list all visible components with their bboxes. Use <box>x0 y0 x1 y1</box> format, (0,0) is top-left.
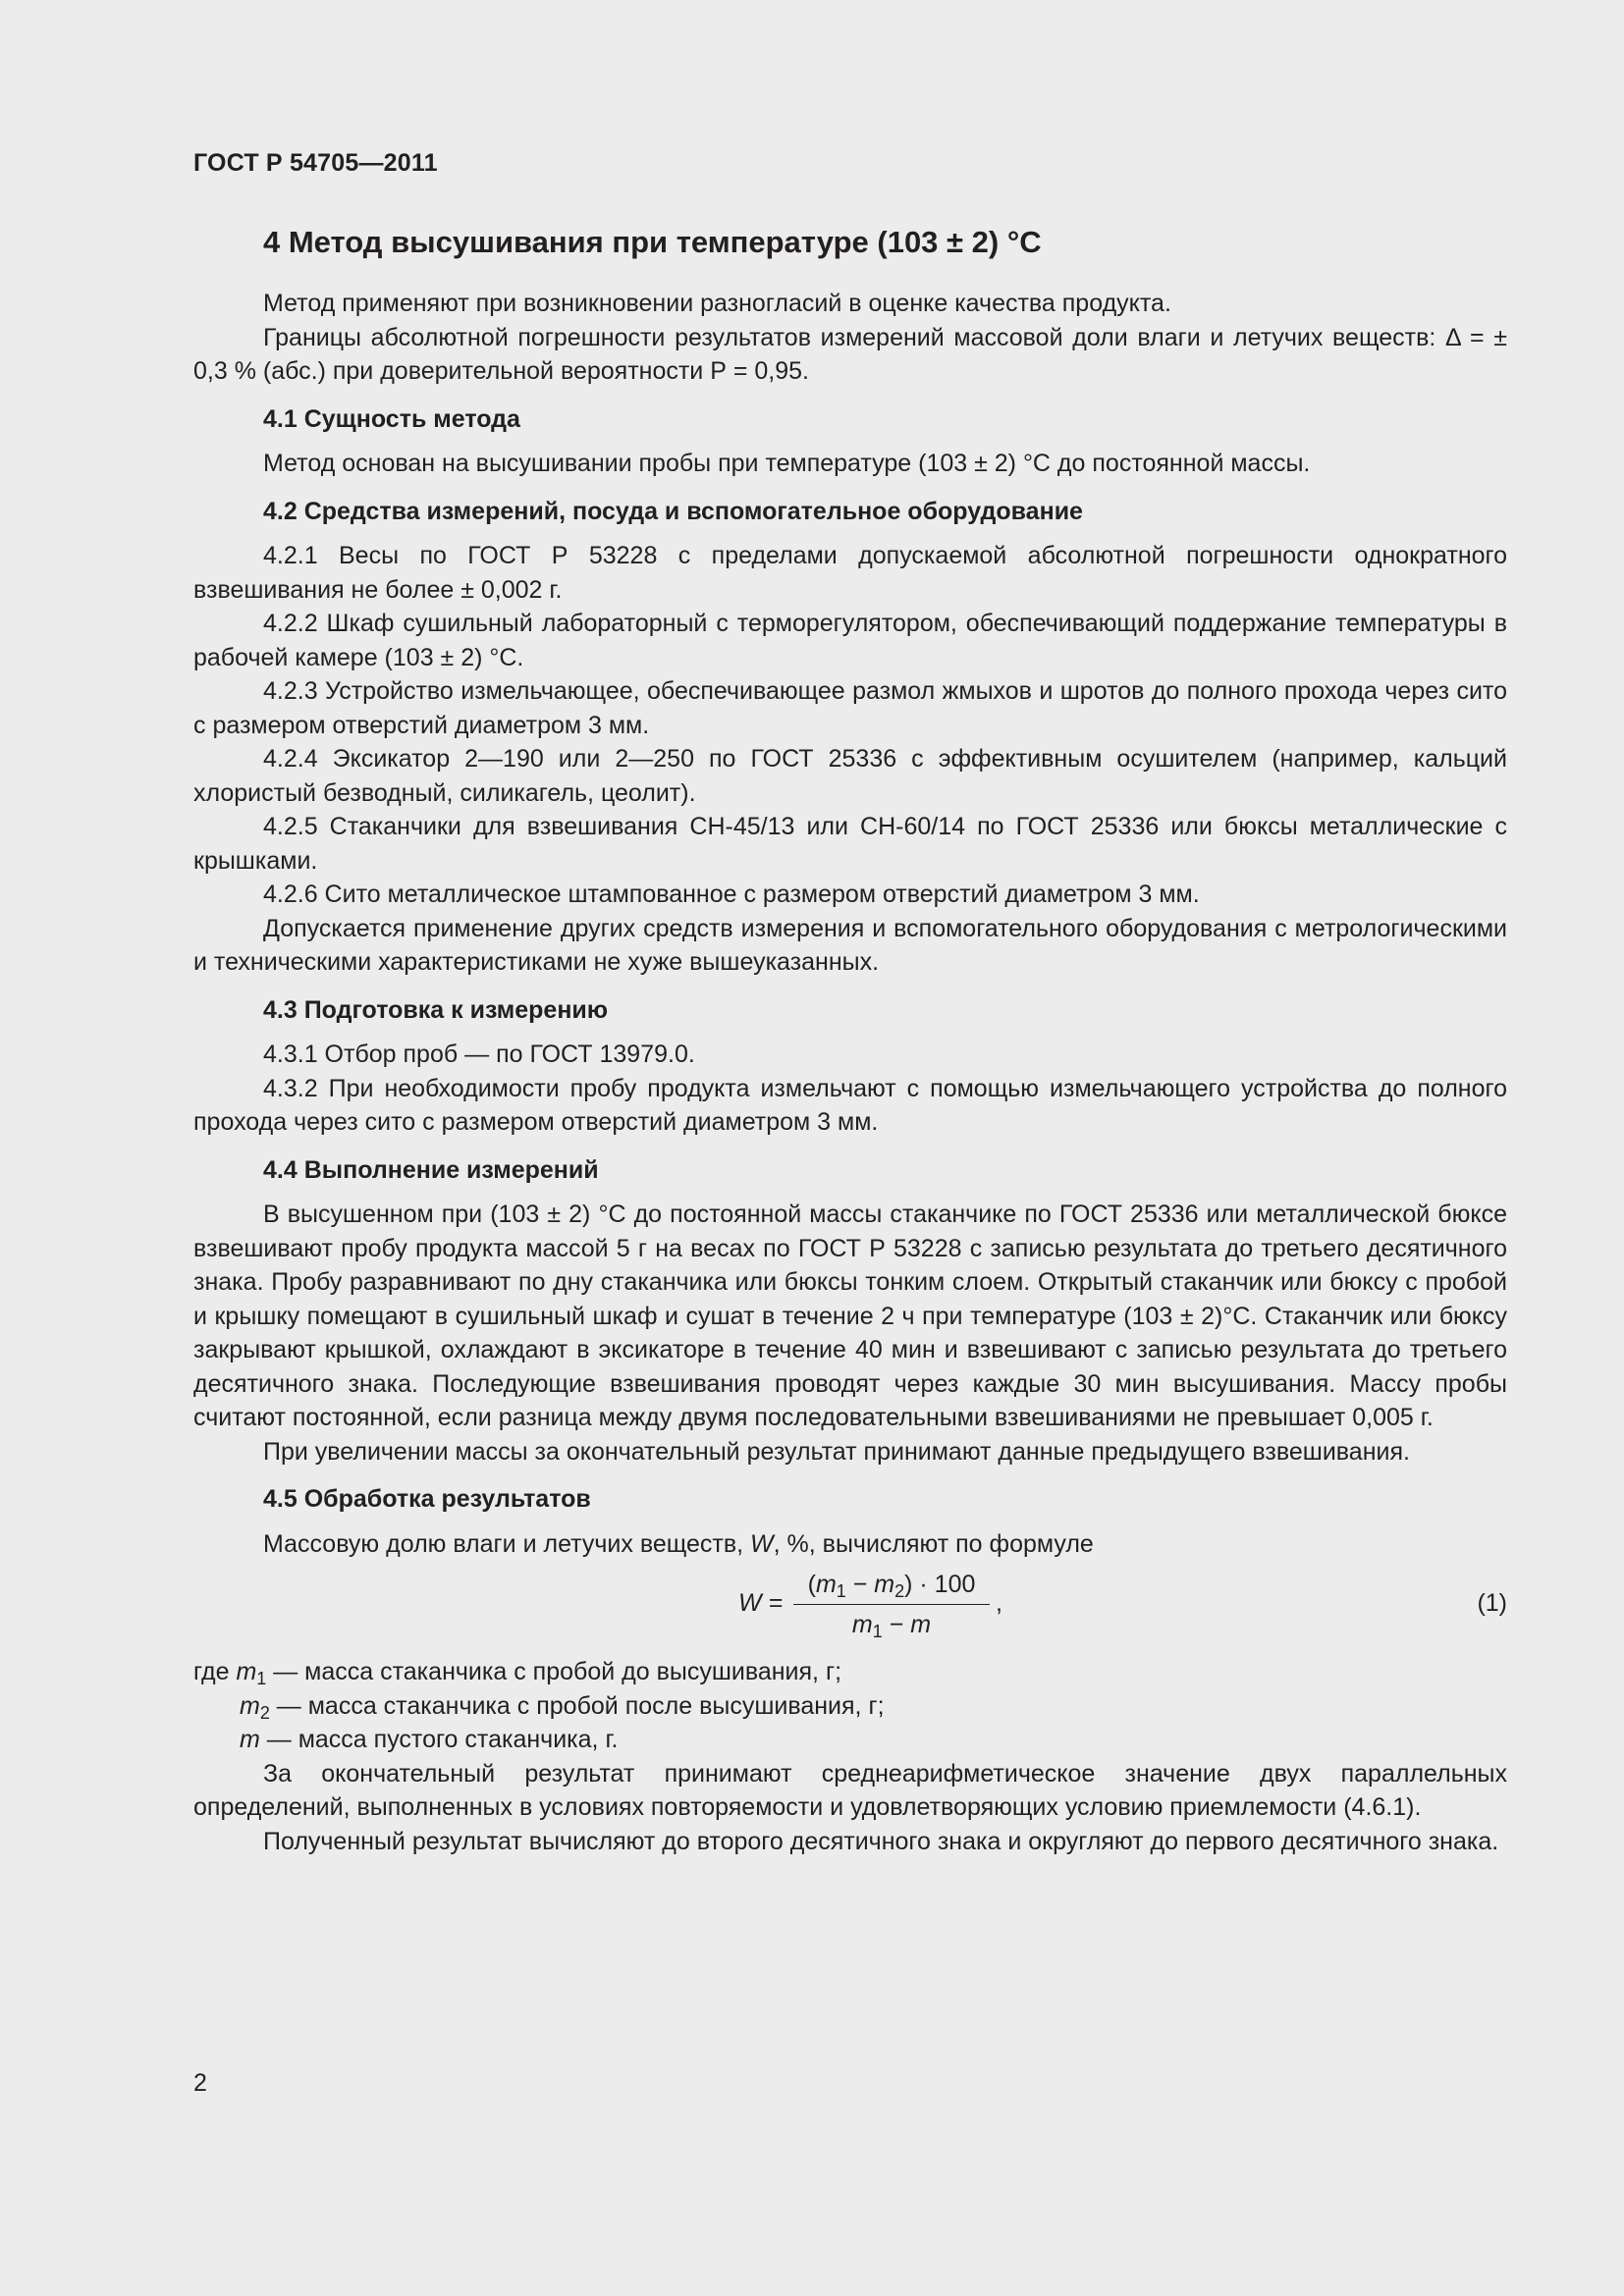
paragraph: За окончательный результат принимают среднеарифметическое значение двух параллельных определений, выполненных в условиях повторяемости и удовлетворяющих условию приемлемости (4.6.1). <box>193 1759 1507 1821</box>
list-item: 4.2.3 Устройство измельчающее, обеспечивающее размол жмыхов и шротов до полного прохода через сито с размером отверстий диаметром 3 мм. <box>193 677 1507 739</box>
section-4-1-title: 4.1 Сущность метода <box>263 404 520 433</box>
formula-lead: Массовую долю влаги и летучих веществ, W, %, вычисляют по формуле <box>263 1529 1094 1558</box>
paragraph: Допускается применение других средств измерения и вспомогательного оборудования с метрологическими и техническими характеристиками не хуже вышеуказанных. <box>193 914 1507 976</box>
list-item: 4.3.1 Отбор проб — по ГОСТ 13979.0. <box>263 1041 695 1068</box>
formula-denominator: $m_1 - m$ <box>851 1611 932 1641</box>
section-4-4-title: 4.4 Выполнение измерений <box>263 1155 599 1184</box>
section-4-2-title: 4.2 Средства измерений, посуда и вспомогательное оборудование <box>263 497 1083 525</box>
list-item: 4.2.6 Сито металлическое штампованное с размером отверстий диаметром 3 мм. <box>263 881 1200 908</box>
list-item: 4.2.5 Стаканчики для взвешивания СН-45/13 или СН-60/14 по ГОСТ 25336 или бюксы металлические с крышками. <box>193 813 1507 875</box>
paragraph: При увеличении массы за окончательный результат принимают данные предыдущего взвешивания. <box>263 1437 1410 1466</box>
section-4-title: 4 Метод высушивания при температуре (103 ± 2) °С <box>263 225 1042 259</box>
paragraph: Границы абсолютной погрешности результатов измерений массовой доли влаги и летучих веществ: Δ = ± 0,3 % (абс.) при доверительной вероятности Р = 0,95. <box>193 323 1507 385</box>
formula-1 <box>193 1565 1507 1651</box>
formula-comma: , <box>996 1589 1002 1617</box>
variable-definitions <box>193 1655 1507 1757</box>
paragraph: Метод основан на высушивании пробы при температуре (103 ± 2) °С до постоянной массы. <box>263 450 1311 477</box>
list-item: 4.2.1 Весы по ГОСТ Р 53228 с пределами допускаемой абсолютной погрешности однократного взвешивания не более ± 0,002 г. <box>193 542 1507 604</box>
list-item: 4.2.2 Шкаф сушильный лабораторный с терморегулятором, обеспечивающий поддержание температуры в рабочей камере (103 ± 2) °С. <box>193 610 1507 671</box>
definition-item: где $m_1$ — масса стаканчика с пробой до высушивания, г; <box>193 1658 842 1688</box>
document-body <box>193 222 1507 1858</box>
paragraph: В высушенном при (103 ± 2) °С до постоянной массы стаканчике по ГОСТ 25336 или металлической бюксе взвешивают пробу продукта массой 5 г на весах по ГОСТ Р 53228 с записью результата до третьего десятичного знака. Пробу разравнивают по дну стаканчика или бюксы тонким слоем. Открытый стаканчик или бюксу с пробой и крышку помещают в сушильный шкаф и сушат в течение 2 ч при температуре (103 ± 2)°С. Стаканчик или бюксу закрывают крышкой, охлаждают в эксикаторе в течение 40 мин и взвешивают с записью результата до третьего десятичного знака. Последующие взвешивания проводят через каждые 30 мин высушивания. Массу пробы считают постоянной, если разница между двумя последовательными взвешиваниями не превышает 0,005 г. <box>193 1201 1507 1431</box>
section-4-5-title: 4.5 Обработка результатов <box>263 1485 591 1513</box>
page-number: 2 <box>193 2069 207 2097</box>
list-item: 4.3.2 При необходимости пробу продукта измельчают с помощью измельчающего устройства до полного прохода через сито с размером отверстий диаметром 3 мм. <box>193 1074 1507 1136</box>
document-header: ГОСТ Р 54705—2011 <box>193 149 438 177</box>
paragraph: Полученный результат вычисляют до второго десятичного знака и округляют до первого десятичного знака. <box>263 1827 1499 1855</box>
definition-item: $m_2$ — масса стаканчика с пробой после высушивания, г; <box>240 1691 885 1723</box>
section-4-3-title: 4.3 Подготовка к измерению <box>263 995 609 1024</box>
definition-item: m — масса пустого стаканчика, г. <box>240 1726 619 1753</box>
list-item: 4.2.4 Эксикатор 2—190 или 2—250 по ГОСТ 25336 с эффективным осушителем (например, кальций хлористый безводный, силикагель, цеолит). <box>193 745 1507 807</box>
paragraph: Метод применяют при возникновении разногласий в оценке качества продукта. <box>263 290 1171 317</box>
formula-fraction <box>793 1565 990 1644</box>
equation-number: (1) <box>1477 1589 1507 1617</box>
formula-numerator: $(m_1 - m_2) \cdot 100$ <box>793 1565 990 1605</box>
formula-lhs: W = <box>738 1589 784 1617</box>
